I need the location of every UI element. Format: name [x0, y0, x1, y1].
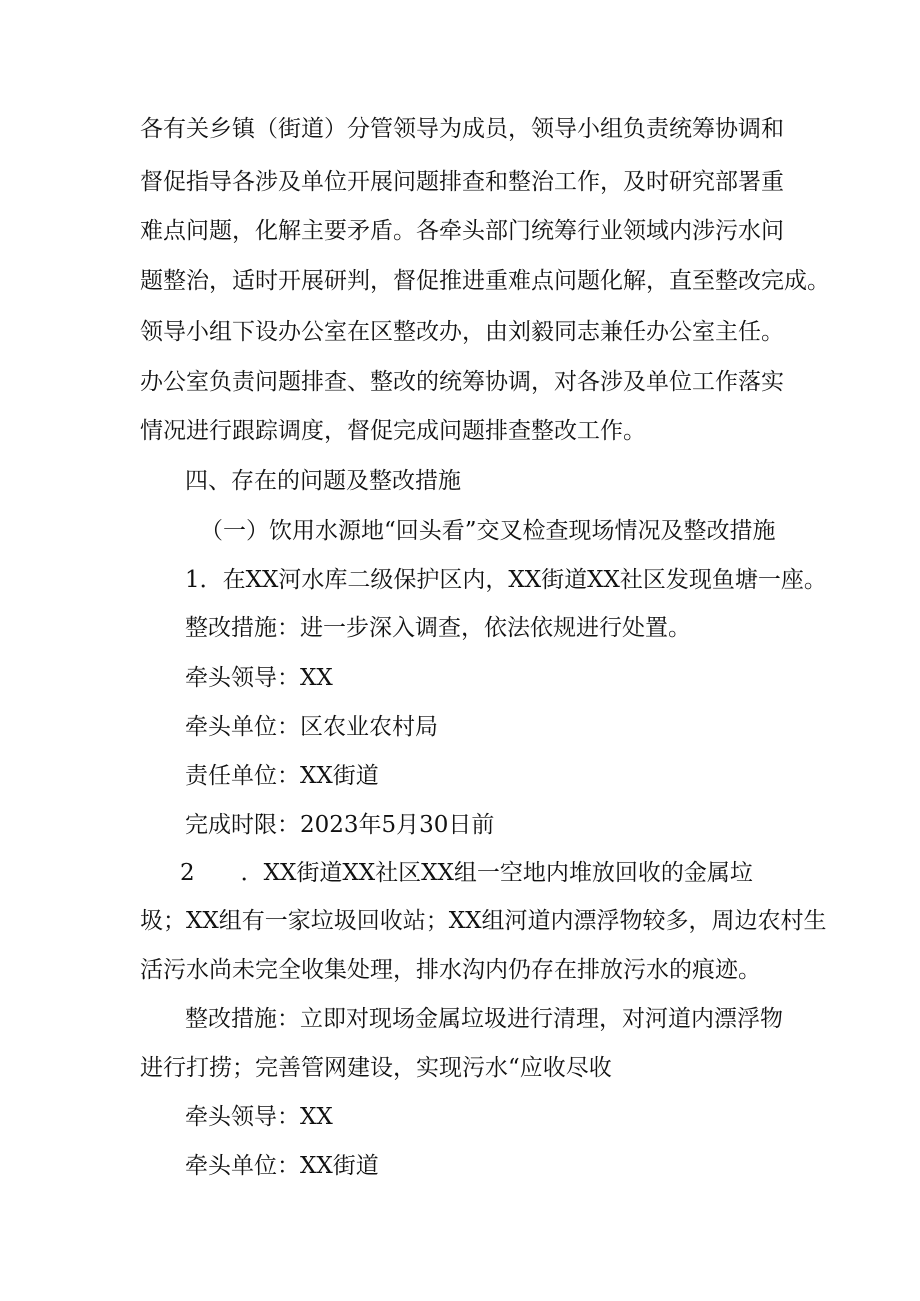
lead-leader-line: 牵头领导：XX [185, 1104, 333, 1130]
lead-unit-line: 牵头单位：XX街道 [185, 1153, 379, 1179]
paragraph-line: 题整治，适时开展研判，督促推进重难点问题化解，直至整改完成。 [140, 268, 830, 294]
responsible-unit-line: 责任单位：XX街道 [185, 763, 379, 789]
measure-line: 整改措施：进一步深入调查，依法依规进行处置。 [185, 615, 691, 641]
paragraph-line: 各有关乡镇（街道）分管领导为成员，领导小组负责统筹协调和 [140, 116, 784, 142]
deadline-line: 完成时限：2023年5月30日前 [185, 812, 495, 838]
paragraph-line: 活污水尚未完全收集处理，排水沟内仍存在排放污水的痕迹。 [140, 957, 761, 983]
item-1-line: 1．在XX河水库二级保护区内，XX街道XX社区发现鱼塘一座。 [185, 567, 827, 593]
measure-line: 整改措施：立即对现场金属垃圾进行清理，对河道内漂浮物 [185, 1006, 783, 1032]
paragraph-line: 进行打捞；完善管网建设，实现污水“应收尽收 [140, 1055, 612, 1081]
subsection-heading: （一）饮用水源地“回头看”交叉检查现场情况及整改措施 [200, 518, 776, 544]
item-2-line: 2 ．XX街道XX社区XX组一空地内堆放回收的金属垃 [180, 860, 753, 886]
lead-leader-line: 牵头领导：XX [185, 665, 333, 691]
lead-unit-line: 牵头单位：区农业农村局 [185, 714, 438, 740]
paragraph-line: 难点问题，化解主要矛盾。各牵头部门统筹行业领域内涉污水问 [140, 218, 784, 244]
paragraph-line: 情况进行跟踪调度，督促完成问题排查整改工作。 [140, 418, 646, 444]
paragraph-line: 办公室负责问题排查、整改的统筹协调，对各涉及单位工作落实 [140, 369, 784, 395]
section-heading: 四、存在的问题及整改措施 [185, 468, 461, 494]
paragraph-line: 圾；XX组有一家垃圾回收站；XX组河道内漂浮物较多，周边农村生 [140, 908, 827, 934]
paragraph-line: 领导小组下设办公室在区整改办，由刘毅同志兼任办公室主任。 [140, 319, 784, 345]
paragraph-line: 督促指导各涉及单位开展问题排查和整治工作，及时研究部署重 [140, 169, 784, 195]
